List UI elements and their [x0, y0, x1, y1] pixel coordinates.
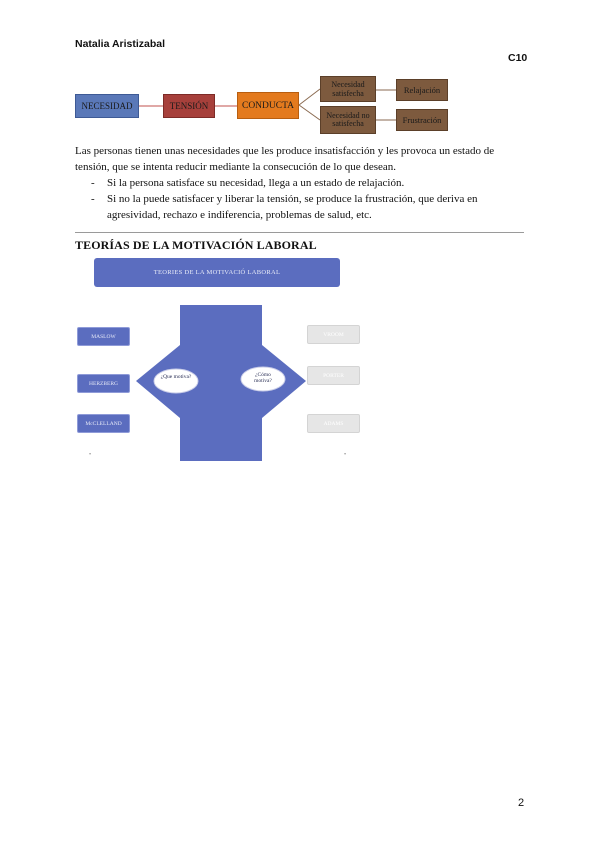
theory-box-vroom: VROOM	[307, 325, 360, 344]
header-author: Natalia Aristizabal	[75, 38, 166, 50]
page-number: 2	[518, 797, 525, 809]
flow-box-necesidad-no-satisfecha: Necesidad no satisfecha	[320, 106, 376, 134]
body-paragraph: Las personas tienen unas necesidades que les produce insatisfacción y les provoca un estado de tensión, que se intenta reducir mediante la consecución de lo que desean.	[75, 145, 495, 173]
bullet-text: Si no la puede satisfacer y liberar la tensión, se produce la frustración, que deriva en agresividad, rechazo e indiferencia, problemas de salud, etc.	[107, 193, 478, 221]
flow-box-conducta: CONDUCTA	[237, 92, 299, 119]
right-question-label: ¿Cómo motiva?	[254, 372, 272, 384]
flow-box-relajacion: Relajación	[396, 79, 448, 101]
flow-box-tension: TENSIÓN	[163, 94, 215, 118]
theory-box-porter: PORTER	[307, 366, 360, 385]
bullet-dash: -	[91, 193, 95, 205]
decorative-dot: •	[89, 452, 92, 458]
decorative-dot: •	[344, 452, 347, 458]
theory-box-maslow: MASLOW	[77, 327, 130, 346]
flow-box-frustracion: Frustración	[396, 109, 448, 131]
theory-box-herzberg: HERZBERG	[77, 374, 130, 393]
flow-box-necesidad-satisfecha: Necesidad satisfecha	[320, 76, 376, 102]
section-title: TEORÍAS DE LA MOTIVACIÓN LABORAL	[75, 238, 317, 252]
header-code: C10	[508, 52, 528, 64]
theory-box-adams: ADAMS	[307, 414, 360, 433]
theory-box-mcclelland: McCLELLAND	[77, 414, 130, 433]
bullet-dash: -	[91, 177, 95, 189]
motivation-diagram-title: TEORIES DE LA MOTIVACIÓ LABORAL	[94, 258, 340, 287]
bullet-text: Si la persona satisface su necesidad, llega a un estado de relajación.	[107, 177, 405, 189]
flow-box-necesidad: NECESIDAD	[75, 94, 139, 118]
left-question-label: ¿Que motiva?	[160, 374, 192, 380]
